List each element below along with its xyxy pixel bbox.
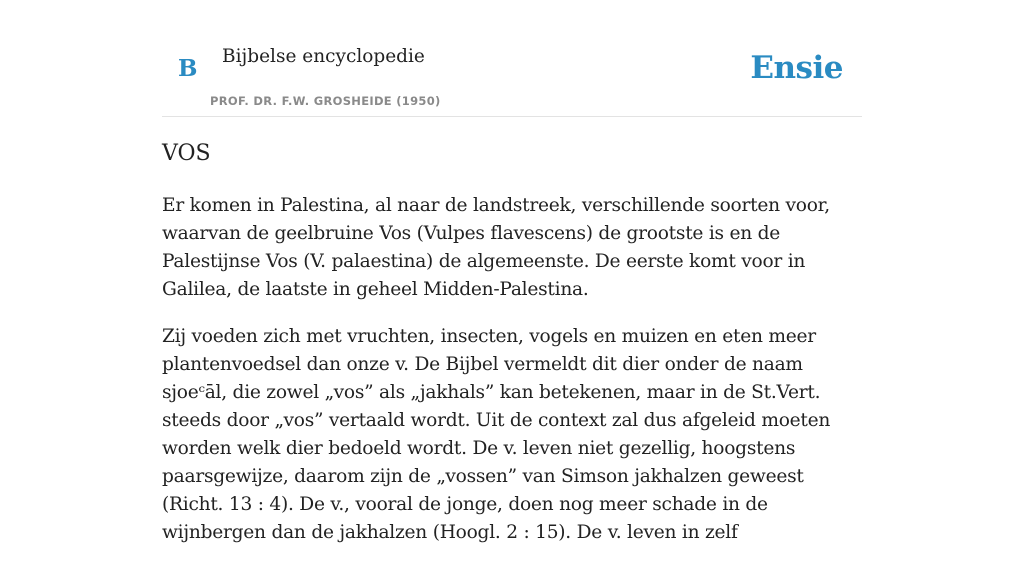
book-author: PROF. DR. F.W. GROSHEIDE (1950) [210,94,441,108]
header [162,0,862,117]
article-body [162,192,862,566]
book-logo[interactable]: B [178,55,198,82]
article-paragraph: Er komen in Palestina, al naar de landstreek, verschillende soorten voor, waarvan de geelbruine Vos (Vulpes flavescens) de grootste is en de Palestijnse Vos (V. palaestina) de algemeenste. De eerste komt voor in Galilea, de laatste in geheel Midden-Palestina. [162,195,830,300]
article-paragraph: Zij voeden zich met vruchten, insecten, vogels en muizen en eten meer plantenvoedsel dan onze v. De Bijbel vermeldt dit dier onder de naam sjoeᶜāl, die zowel „vos” als „jakhals” kan betekenen, maar in de St.Vert. steeds door „vos” vertaald wordt. Uit de context zal dus afgeleid moeten worden welk dier bedoeld wordt. De v. leven niet gezellig, hoogstens paarsgewijze, daarom zijn de „vossen” van Simson jakhalzen geweest (Richt. 13 : 4). De v., vooral de jonge, doen nog meer schade in de wijnbergen dan de jakhalzen (Hoogl. 2 : 15). De v. leven in zelf [162,326,831,543]
book-title[interactable]: Bijbelse encyclopedie [222,46,425,67]
entry-title: VOS [162,141,211,166]
brand-logo[interactable]: Ensie [750,50,843,86]
